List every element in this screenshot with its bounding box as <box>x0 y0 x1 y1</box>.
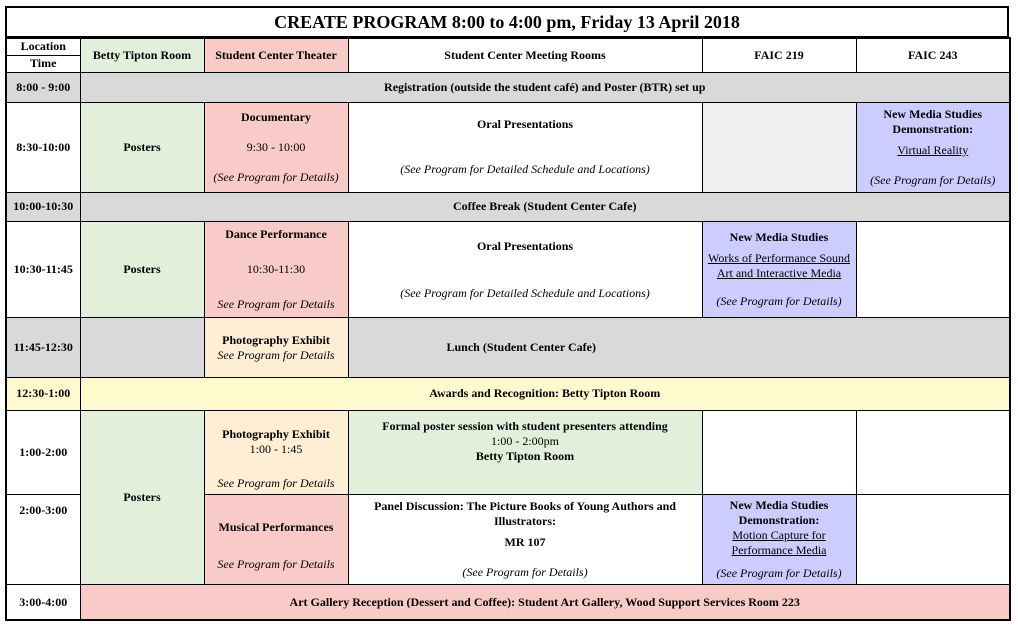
header-betty-tipton-room: Betty Tipton Room <box>80 38 204 72</box>
time-cell: 10:00-10:30 <box>6 192 80 221</box>
empty-cell <box>856 411 1010 495</box>
dance-performance-cell: Dance Performance 10:30-11:30 See Program for Details <box>204 221 348 318</box>
motion-capture-link[interactable]: Motion Capture for Performance Media <box>731 527 827 557</box>
oral-presentations-cell: Oral Presentations (See Program for Detailed Schedule and Locations) <box>348 221 702 318</box>
page-title: CREATE PROGRAM 8:00 to 4:00 pm, Friday 13 April 2018 <box>5 6 1009 38</box>
formal-poster-session-cell: Formal poster session with student presenters attending 1:00 - 2:00pm Betty Tipton Room <box>348 411 702 495</box>
header-faic-243: FAIC 243 <box>856 38 1010 72</box>
time-cell: 11:45-12:30 <box>6 318 80 377</box>
header-faic-219: FAIC 219 <box>702 38 856 72</box>
program-table <box>5 37 1011 621</box>
coffee-break-banner: Coffee Break (Student Center Cafe) <box>80 192 1010 221</box>
header-student-center-meeting-rooms: Student Center Meeting Rooms <box>348 38 702 72</box>
time-cell: 10:30-11:45 <box>6 221 80 318</box>
panel-discussion-cell: Panel Discussion: The Picture Books of Young Authors and Illustrators: MR 107 (See Program for Details) <box>348 494 702 585</box>
new-media-works-cell: New Media Studies Works of Performance Sound Art and Interactive Media (See Program for Details) <box>702 221 856 318</box>
time-cell: 2:00-3:00 <box>6 494 80 585</box>
awards-banner: Awards and Recognition: Betty Tipton Room <box>80 377 1010 410</box>
art-interactive-media-link[interactable]: Art and Interactive Media <box>716 266 842 281</box>
virtual-reality-link[interactable]: Virtual Reality <box>897 142 969 157</box>
oral-presentations-cell: Oral Presentations (See Program for Detailed Schedule and Locations) <box>348 102 702 192</box>
empty-cell <box>702 102 856 192</box>
time-cell: 3:00-4:00 <box>6 585 80 620</box>
posters-cell: Posters <box>80 102 204 192</box>
registration-banner: Registration (outside the student café) and Poster (BTR) set up <box>80 72 1010 102</box>
time-cell: 12:30-1:00 <box>6 377 80 410</box>
time-cell: 8:30-10:00 <box>6 102 80 192</box>
new-media-vr-cell: New Media Studies Demonstration: Virtual Reality (See Program for Details) <box>856 102 1010 192</box>
time-cell: 1:00-2:00 <box>6 411 80 495</box>
header-time: Time <box>6 55 80 72</box>
posters-cell: Posters <box>80 221 204 318</box>
time-cell: 8:00 - 9:00 <box>6 72 80 102</box>
empty-cell <box>702 411 856 495</box>
empty-cell <box>80 318 204 377</box>
art-gallery-reception-banner: Art Gallery Reception (Dessert and Coffee): Student Art Gallery, Wood Support Services Room 223 <box>80 585 1010 620</box>
posters-cell: Posters <box>80 411 204 585</box>
header-student-center-theater: Student Center Theater <box>204 38 348 72</box>
new-media-motion-capture-cell: New Media Studies Demonstration: Motion Capture for Performance Media (See Program for Details) <box>702 494 856 585</box>
photography-exhibit-cell: Photography Exhibit 1:00 - 1:45 See Program for Details <box>204 411 348 495</box>
header-location: Location <box>6 38 80 55</box>
works-of-performance-link[interactable]: Works of Performance Sound <box>707 251 850 266</box>
empty-cell <box>856 494 1010 585</box>
empty-cell <box>856 221 1010 318</box>
documentary-cell: Documentary 9:30 - 10:00 (See Program for Details) <box>204 102 348 192</box>
photography-exhibit-cell: Photography Exhibit See Program for Details <box>204 318 348 377</box>
lunch-banner: Lunch (Student Center Cafe) <box>348 318 1010 377</box>
musical-performances-cell: Musical Performances See Program for Details <box>204 494 348 585</box>
